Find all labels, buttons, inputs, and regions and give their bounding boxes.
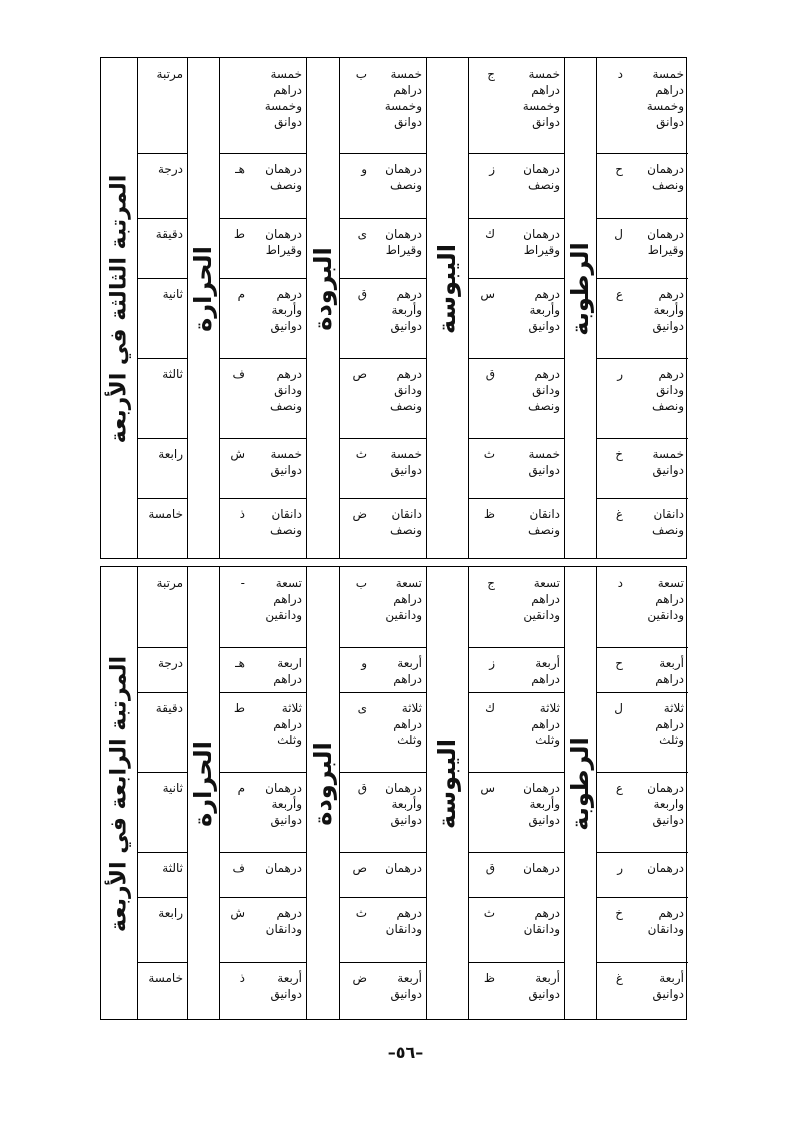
weight-value: درهم وأربعة دوانيق <box>390 287 422 333</box>
row-rule <box>468 962 564 963</box>
row-rule <box>137 897 187 898</box>
abjad-letter: ع <box>615 287 623 301</box>
row-rule <box>339 438 426 439</box>
row-rule <box>219 897 306 898</box>
column-rule <box>596 567 597 1019</box>
row-rule <box>137 438 187 439</box>
row-rule <box>339 498 426 499</box>
rank-label: خامسة <box>148 507 183 521</box>
abjad-letter: ح <box>615 162 623 176</box>
quality-heading: الحرارة <box>189 246 217 332</box>
rank-label: خامسة <box>148 971 183 985</box>
abjad-letter: ك <box>485 227 495 241</box>
abjad-letter: ق <box>357 781 367 795</box>
abjad-letter: ج <box>487 67 495 81</box>
row-rule <box>596 498 688 499</box>
abjad-letter: س <box>480 287 495 301</box>
weight-value: درهمان ونصف <box>385 162 422 192</box>
weight-value: تسعة دراهم ودانقين <box>385 576 422 622</box>
rank-label: دقيقة <box>155 227 183 241</box>
rank-label: ثالثة <box>162 367 183 381</box>
weight-value: درهمان ونصف <box>523 162 560 192</box>
weight-value: دانقان ونصف <box>390 507 422 537</box>
abjad-letter: ق <box>485 367 495 381</box>
row-rule <box>596 897 688 898</box>
abjad-letter: ز <box>489 162 495 176</box>
abjad-letter: ث <box>483 447 495 461</box>
row-rule <box>468 647 564 648</box>
row-rule <box>219 153 306 154</box>
weight-value: أربعة دوانيق <box>270 971 302 1001</box>
row-rule <box>137 692 187 693</box>
row-rule <box>596 358 688 359</box>
row-rule <box>137 772 187 773</box>
row-rule <box>219 438 306 439</box>
row-rule <box>137 647 187 648</box>
weight-value: درهم وأربعة دوانيق <box>528 287 560 333</box>
row-rule <box>137 852 187 853</box>
weight-value: خمسة دراهم وخمسة دوانق <box>384 67 422 129</box>
rank-label: ثانية <box>162 781 183 795</box>
row-rule <box>468 772 564 773</box>
weight-value: تسعة دراهم ودانقين <box>265 576 302 622</box>
weight-value: ثلاثة دراهم وثلث <box>273 701 302 747</box>
abjad-letter: ب <box>355 576 367 590</box>
weight-value: درهمان وأربعة دوانيق <box>385 781 422 827</box>
abjad-letter: ط <box>233 701 245 715</box>
column-rule <box>219 567 220 1019</box>
column-rule <box>596 58 597 558</box>
abjad-letter: م <box>237 287 245 301</box>
row-rule <box>468 852 564 853</box>
abjad-letter: ص <box>352 861 367 875</box>
row-rule <box>137 218 187 219</box>
abjad-letter: ح <box>615 656 623 670</box>
row-rule <box>468 692 564 693</box>
abjad-letter: ل <box>614 227 623 241</box>
row-rule <box>468 153 564 154</box>
abjad-letter: ش <box>230 447 245 461</box>
quality-heading: الرطوبة <box>566 737 594 831</box>
abjad-letter: غ <box>615 507 623 521</box>
quality-heading: اليبوسة <box>433 738 461 830</box>
row-rule <box>596 153 688 154</box>
weight-value: درهمان ونصف <box>265 162 302 192</box>
rank-label: دقيقة <box>155 701 183 715</box>
weight-value: أربعة دراهم <box>655 656 684 686</box>
row-rule <box>339 897 426 898</box>
abjad-letter: ف <box>232 367 245 381</box>
abjad-letter: ذ <box>239 971 245 985</box>
weight-value: أربعة دوانيق <box>652 971 684 1001</box>
column-rule <box>187 567 188 1019</box>
abjad-letter: ظ <box>483 971 495 985</box>
column-rule <box>306 567 307 1019</box>
weight-value: درهمان واربعة دوانيق <box>647 781 684 827</box>
rank-label: رابعة <box>158 447 183 461</box>
column-rule <box>339 567 340 1019</box>
abjad-letter: ض <box>352 971 367 985</box>
weight-value: خمسة دراهم وخمسة دوانق <box>646 67 684 129</box>
abjad-letter: و <box>361 656 367 670</box>
weight-value: درهمان ونصف <box>647 162 684 192</box>
abjad-letter: ك <box>485 701 495 715</box>
row-rule <box>219 692 306 693</box>
table-title: المرتبة الثالثة في الأربعة <box>106 174 132 444</box>
rank-label: مرتبة <box>156 576 183 590</box>
row-rule <box>596 692 688 693</box>
abjad-letter: ظ <box>483 507 495 521</box>
column-rule <box>426 567 427 1019</box>
page-number: –٥٦– <box>387 1043 424 1062</box>
row-rule <box>596 438 688 439</box>
abjad-letter: ل <box>614 701 623 715</box>
row-rule <box>596 772 688 773</box>
weight-value: اربعة دراهم <box>273 656 302 686</box>
weight-value: ثلاثة دراهم وثلث <box>655 701 684 747</box>
weight-value: خمسة دوانيق <box>390 447 422 477</box>
row-rule <box>219 852 306 853</box>
row-rule <box>596 647 688 648</box>
abjad-letter: ر <box>617 861 623 875</box>
weight-value: خمسة دراهم وخمسة دوانق <box>264 67 302 129</box>
row-rule <box>137 153 187 154</box>
weight-value: أربعة دراهم <box>531 656 560 686</box>
weight-value: أربعة دراهم <box>393 656 422 686</box>
weight-value: درهم ودانق ونصف <box>390 367 422 413</box>
abjad-letter: غ <box>615 971 623 985</box>
row-rule <box>596 962 688 963</box>
abjad-letter: ز <box>489 656 495 670</box>
abjad-letter: هـ <box>235 656 245 670</box>
weight-value: درهمان وقيراط <box>265 227 302 257</box>
weight-value: درهمان وأربعة دوانيق <box>265 781 302 827</box>
abjad-letter: هـ <box>235 162 245 176</box>
quality-heading: البرودة <box>308 247 337 331</box>
rank-label: درجة <box>158 656 183 670</box>
weight-value: خمسة دوانيق <box>652 447 684 477</box>
quality-heading: اليبوسة <box>433 243 461 335</box>
abjad-letter: - <box>240 576 245 590</box>
row-rule <box>339 772 426 773</box>
row-rule <box>339 647 426 648</box>
row-rule <box>339 962 426 963</box>
rank-label: ثالثة <box>162 861 183 875</box>
row-rule <box>339 692 426 693</box>
quality-heading: الرطوبة <box>566 242 594 336</box>
abjad-letter: ق <box>485 861 495 875</box>
abjad-letter: ر <box>617 367 623 381</box>
abjad-letter: خ <box>615 447 623 461</box>
row-rule <box>219 278 306 279</box>
weight-value: خمسة دوانيق <box>528 447 560 477</box>
row-rule <box>219 498 306 499</box>
abjad-letter: خ <box>615 906 623 920</box>
weight-value: أربعة دوانيق <box>390 971 422 1001</box>
row-rule <box>468 218 564 219</box>
weight-value: درهم ودانق ونصف <box>270 367 302 413</box>
weight-value: درهمان <box>647 861 684 875</box>
weight-value: تسعة دراهم ودانقين <box>523 576 560 622</box>
column-rule <box>306 58 307 558</box>
weight-value: درهم ودانقان <box>265 906 302 936</box>
weight-value: دانقان ونصف <box>652 507 684 537</box>
abjad-letter: ج <box>487 576 495 590</box>
row-rule <box>137 498 187 499</box>
column-rule <box>468 58 469 558</box>
row-rule <box>468 897 564 898</box>
weight-value: درهمان <box>523 861 560 875</box>
row-rule <box>219 647 306 648</box>
row-rule <box>468 358 564 359</box>
weight-value: درهم ودانق ونصف <box>652 367 684 413</box>
weight-value: أربعة دوانيق <box>528 971 560 1001</box>
row-rule <box>596 278 688 279</box>
table-title: المرتبة الرابعة في الأربعة <box>106 655 132 933</box>
rank-label: رابعة <box>158 906 183 920</box>
row-rule <box>339 278 426 279</box>
weight-value: درهمان وقيراط <box>523 227 560 257</box>
abjad-letter: ش <box>230 906 245 920</box>
table-fourth-rank <box>100 566 687 1020</box>
quality-heading: الحرارة <box>189 741 217 827</box>
rank-label: درجة <box>158 162 183 176</box>
row-rule <box>596 852 688 853</box>
weight-value: درهم ودانق ونصف <box>528 367 560 413</box>
row-rule <box>137 278 187 279</box>
weight-value: درهم وأربعة دوانيق <box>652 287 684 333</box>
abjad-letter: ث <box>355 447 367 461</box>
weight-value: درهم ودانقان <box>523 906 560 936</box>
row-rule <box>468 438 564 439</box>
column-rule <box>339 58 340 558</box>
abjad-letter: ف <box>232 861 245 875</box>
abjad-letter: ث <box>483 906 495 920</box>
row-rule <box>219 962 306 963</box>
abjad-letter: ع <box>615 781 623 795</box>
row-rule <box>339 153 426 154</box>
weight-value: ثلاثة دراهم وثلث <box>393 701 422 747</box>
rank-label: مرتبة <box>156 67 183 81</box>
weight-value: خمسة دوانيق <box>270 447 302 477</box>
abjad-letter: ط <box>233 227 245 241</box>
row-rule <box>137 962 187 963</box>
table-third-rank <box>100 57 687 559</box>
abjad-letter: ى <box>357 227 367 241</box>
column-rule <box>564 567 565 1019</box>
weight-value: درهم ودانقان <box>385 906 422 936</box>
row-rule <box>219 218 306 219</box>
row-rule <box>219 772 306 773</box>
abjad-letter: و <box>361 162 367 176</box>
row-rule <box>219 358 306 359</box>
column-rule <box>137 567 138 1019</box>
abjad-letter: ص <box>352 367 367 381</box>
row-rule <box>339 218 426 219</box>
abjad-letter: ث <box>355 906 367 920</box>
weight-value: درهمان <box>385 861 422 875</box>
weight-value: خمسة دراهم وخمسة دوانق <box>522 67 560 129</box>
column-rule <box>137 58 138 558</box>
weight-value: دانقان ونصف <box>270 507 302 537</box>
abjad-letter: ض <box>352 507 367 521</box>
row-rule <box>137 358 187 359</box>
weight-value: دانقان ونصف <box>528 507 560 537</box>
abjad-letter: س <box>480 781 495 795</box>
column-rule <box>426 58 427 558</box>
rank-label: ثانية <box>162 287 183 301</box>
abjad-letter: د <box>617 576 623 590</box>
weight-value: درهم وأربعة دوانيق <box>270 287 302 333</box>
column-rule <box>468 567 469 1019</box>
column-rule <box>187 58 188 558</box>
weight-value: تسعة دراهم ودانقين <box>647 576 684 622</box>
abjad-letter: د <box>617 67 623 81</box>
row-rule <box>596 218 688 219</box>
abjad-letter: ى <box>357 701 367 715</box>
abjad-letter: ب <box>355 67 367 81</box>
weight-value: درهم ودانقان <box>647 906 684 936</box>
quality-heading: البرودة <box>308 742 337 826</box>
weight-value: درهمان وقيراط <box>647 227 684 257</box>
weight-value: درهمان وقيراط <box>385 227 422 257</box>
column-rule <box>564 58 565 558</box>
weight-value: درهمان وأربعة دوانيق <box>523 781 560 827</box>
weight-value: درهمان <box>265 861 302 875</box>
weight-value: ثلاثة دراهم وثلث <box>531 701 560 747</box>
abjad-letter: ق <box>357 287 367 301</box>
column-rule <box>219 58 220 558</box>
abjad-letter: ذ <box>239 507 245 521</box>
row-rule <box>468 278 564 279</box>
abjad-letter: م <box>237 781 245 795</box>
row-rule <box>339 358 426 359</box>
row-rule <box>339 852 426 853</box>
row-rule <box>468 498 564 499</box>
